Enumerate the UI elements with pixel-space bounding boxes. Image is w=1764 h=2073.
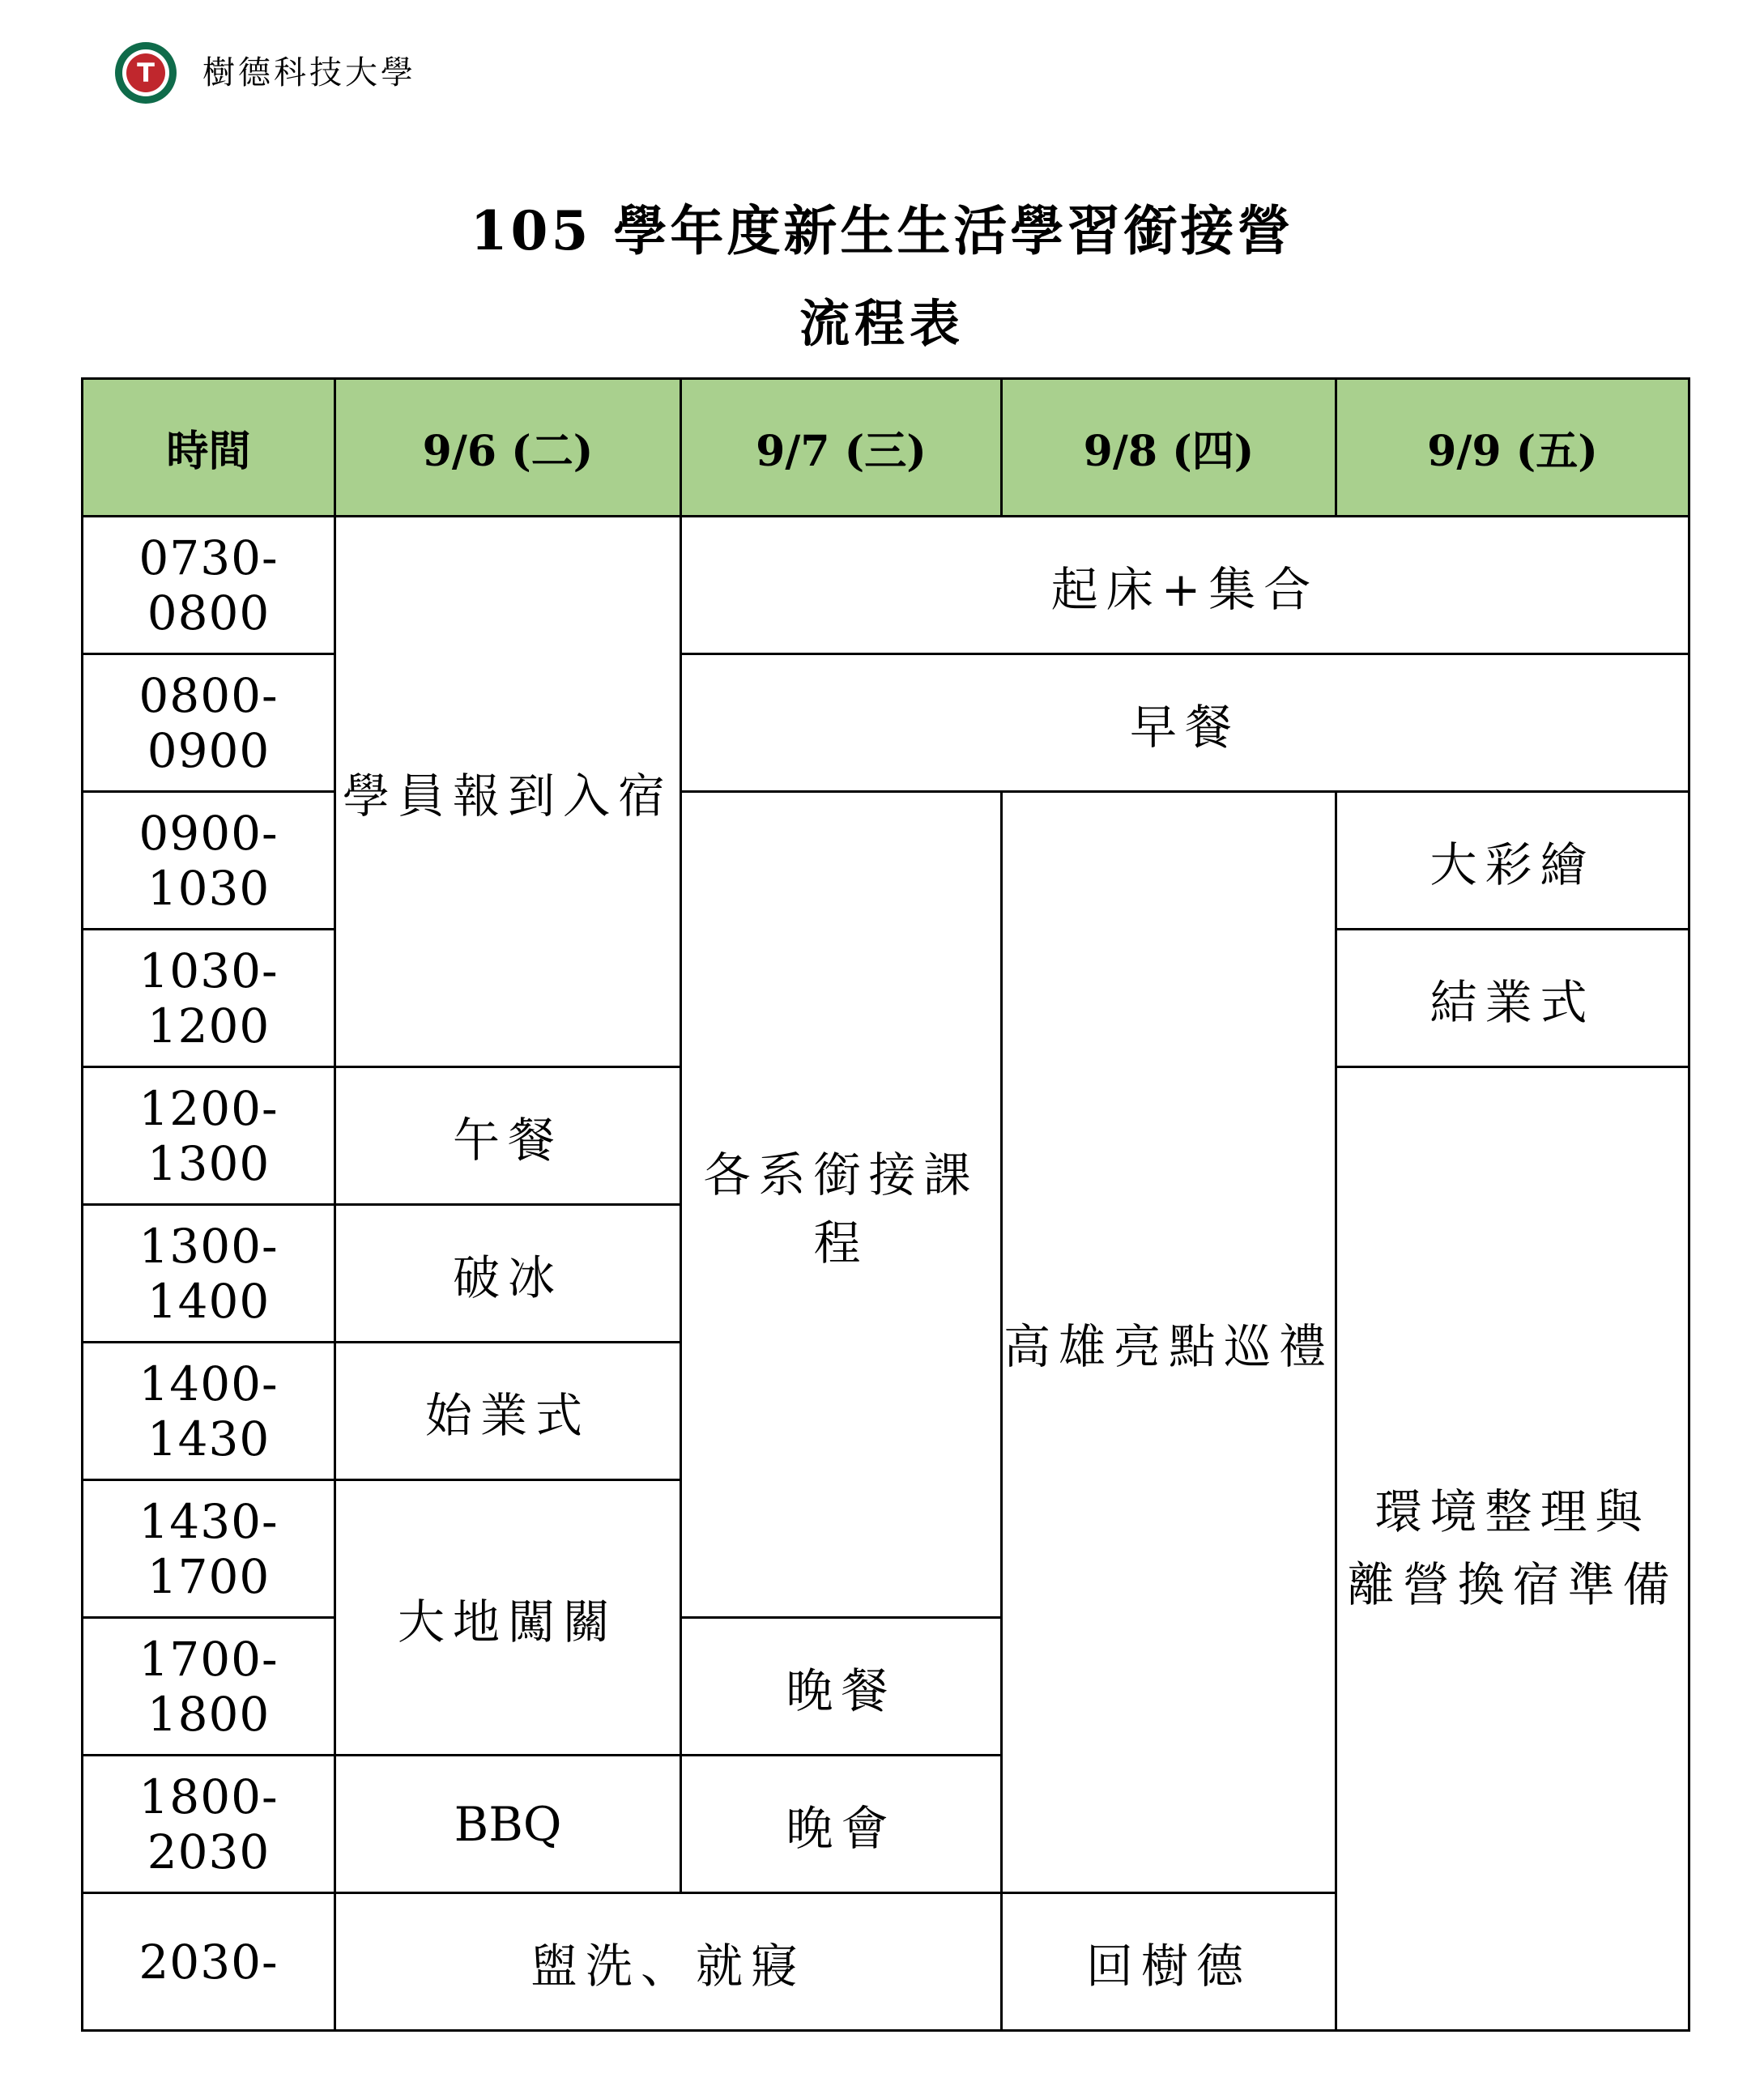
event-cleanup xyxy=(1336,1067,1689,2031)
time-slot: 2030- xyxy=(83,1893,335,2031)
header-row xyxy=(83,379,1689,517)
time-slot: 0730-0800 xyxy=(83,517,335,654)
event-breakfast: 早餐 xyxy=(681,654,1689,792)
time-slot: 1800-2030 xyxy=(83,1756,335,1893)
table-row xyxy=(83,792,1689,930)
event-return: 回樹德 xyxy=(1002,1893,1336,2031)
event-wash-sleep: 盥洗、就寢 xyxy=(335,1893,1002,2031)
event-closing: 結業式 xyxy=(1336,930,1689,1067)
university-logo xyxy=(113,40,178,105)
event-opening: 始業式 xyxy=(335,1343,681,1480)
event-cleanup-line-1: 環境整理與 xyxy=(1374,1483,1651,1539)
event-adventure: 大地闖關 xyxy=(335,1480,681,1756)
event-party: 晚會 xyxy=(681,1756,1002,1893)
time-slot: 1400-1430 xyxy=(83,1343,335,1480)
event-checkin: 學員報到入宿 xyxy=(335,517,681,1067)
time-slot: 1030-1200 xyxy=(83,930,335,1067)
event-dinner: 晚餐 xyxy=(681,1618,1002,1756)
time-slot: 0900-1030 xyxy=(83,792,335,930)
page-title: 105 學年度新生生活學習銜接營 xyxy=(470,199,1294,262)
time-slot: 0800-0900 xyxy=(83,654,335,792)
header-day-4: 9/9 (五) xyxy=(1336,379,1689,517)
schedule-table xyxy=(81,377,1690,2032)
page-subtitle: 流程表 xyxy=(799,294,965,353)
time-slot: 1200-1300 xyxy=(83,1067,335,1205)
event-lunch: 午餐 xyxy=(335,1067,681,1205)
university-name: 樹德科技大學 xyxy=(202,54,416,92)
event-bbq: BBQ xyxy=(335,1756,681,1893)
event-kaohsiung-tour: 高雄亮點巡禮 xyxy=(1002,792,1336,1893)
event-cleanup-line-2: 離營換宿準備 xyxy=(1347,1556,1678,1612)
svg-text:T: T xyxy=(137,57,155,88)
header-day-1: 9/6 (二) xyxy=(335,379,681,517)
header-day-3: 9/8 (四) xyxy=(1002,379,1336,517)
table-row xyxy=(83,654,1689,792)
table-row xyxy=(83,517,1689,654)
event-dept-course: 各系銜接課程 xyxy=(681,792,1002,1618)
time-slot: 1700-1800 xyxy=(83,1618,335,1756)
header-day-2: 9/7 (三) xyxy=(681,379,1002,517)
event-icebreak: 破冰 xyxy=(335,1205,681,1343)
event-painting: 大彩繪 xyxy=(1336,792,1689,930)
time-slot: 1430-1700 xyxy=(83,1480,335,1618)
event-wakeup: 起床+集合 xyxy=(681,517,1689,654)
time-slot: 1300-1400 xyxy=(83,1205,335,1343)
header-time: 時間 xyxy=(83,379,335,517)
